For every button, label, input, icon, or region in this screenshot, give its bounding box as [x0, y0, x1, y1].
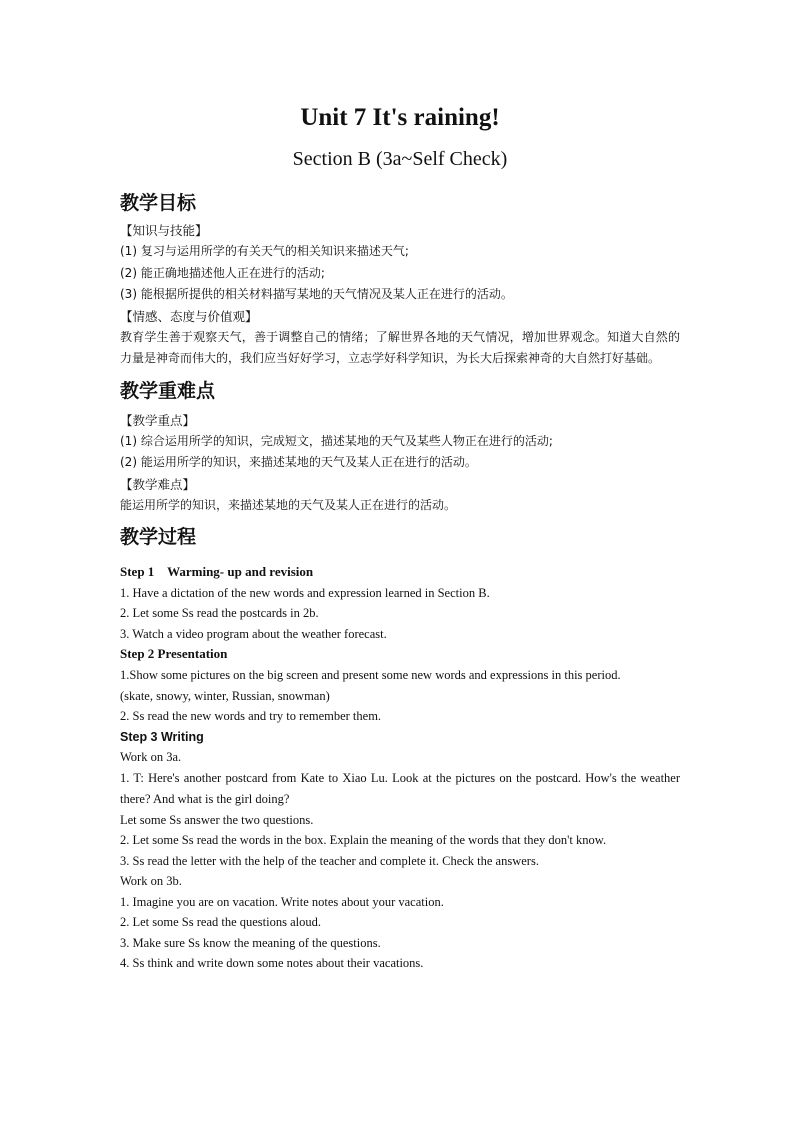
- knowledge-label: 【知识与技能】: [120, 223, 208, 238]
- step-item: 4. Ss think and write down some notes about their vacations.: [120, 956, 424, 970]
- document-subtitle: Section B (3a~Self Check): [292, 148, 508, 170]
- step-2-title: Step 2 Presentation: [120, 646, 228, 661]
- step-item: Let some Ss answer the two questions.: [120, 812, 314, 827]
- document-page: [120, 100, 680, 974]
- key-label: 【教学重点】: [120, 412, 196, 428]
- step-words: (skate, snowy, winter, Russian, snowman): [120, 688, 330, 703]
- step-item: 2. Let some Ss read the words in the box. Explain the meaning of the words that they don't know.: [120, 833, 607, 847]
- step-2: [120, 644, 680, 727]
- work-label: Work on 3b.: [120, 874, 182, 888]
- difficult-label: 【教学难点】: [120, 476, 196, 492]
- knowledge-item: (1) 复习与运用所学的有关天气的相关知识来描述天气;: [120, 244, 409, 258]
- key-item: (1) 综合运用所学的知识，完成短文，描述某地的天气及某些人物正在进行的活动;: [120, 433, 553, 448]
- step-item: 3. Make sure Ss know the meaning of the questions.: [120, 935, 381, 950]
- objectives-section: [120, 188, 680, 370]
- step-item: 3. Watch a video program about the weather forecast.: [120, 626, 387, 641]
- difficult-text: 能运用所学的知识，来描述某地的天气及某人正在进行的活动。: [120, 497, 457, 512]
- step-item: 1. Have a dictation of the new words and expression learned in Section B.: [120, 585, 490, 600]
- emotion-label: 【情感、态度与价值观】: [120, 308, 258, 324]
- knowledge-item: (3) 能根据所提供的相关材料描写某地的天气情况及某人正在进行的活动。: [120, 287, 513, 301]
- step-3-title: Step 3 Writing: [120, 729, 204, 744]
- step-item: 1. Imagine you are on vacation. Write notes about your vacation.: [120, 894, 444, 909]
- step-item: 2. Let some Ss read the postcards in 2b.: [120, 606, 319, 620]
- objectives-heading: 教学目标: [120, 192, 197, 214]
- step-item: 2. Ss read the new words and try to remember them.: [120, 709, 382, 723]
- knowledge-item: (2) 能正确地描述他人正在进行的活动;: [120, 265, 325, 280]
- step-3: [120, 727, 680, 974]
- process-heading: 教学过程: [120, 526, 197, 548]
- process-section: [120, 522, 680, 974]
- key-points-section: [120, 376, 680, 517]
- step-item: 1.Show some pictures on the big screen and present some new words and expressions in this period.: [120, 667, 621, 682]
- step-1: [120, 562, 680, 644]
- key-item: (2) 能运用所学的知识，来描述某地的天气及某人正在进行的活动。: [120, 455, 477, 469]
- emotion-text: 教育学生善于观察天气，善于调整自己的情绪；了解世界各地的天气情况，增加世界观念。知道大自然的力量是神奇而伟大的，我们应当好好学习，立志学好科学知识，为长大后探索神奇的大自然打好基础。: [120, 329, 680, 365]
- step-item: 3. Ss read the letter with the help of the teacher and complete it. Check the answers.: [120, 853, 539, 868]
- work-label: Work on 3a.: [120, 750, 182, 764]
- document-title: Unit 7 It's raining!: [300, 104, 500, 131]
- step-1-title: Step 1 Warming- up and revision: [120, 564, 314, 579]
- step-item: 2. Let some Ss read the questions aloud.: [120, 915, 322, 929]
- key-points-heading: 教学重难点: [120, 379, 216, 402]
- step-item: 1. T: Here's another postcard from Kate to Xiao Lu. Look at the pictures on the postcard. How's the weather there? And what is the girl doing?: [120, 770, 680, 806]
